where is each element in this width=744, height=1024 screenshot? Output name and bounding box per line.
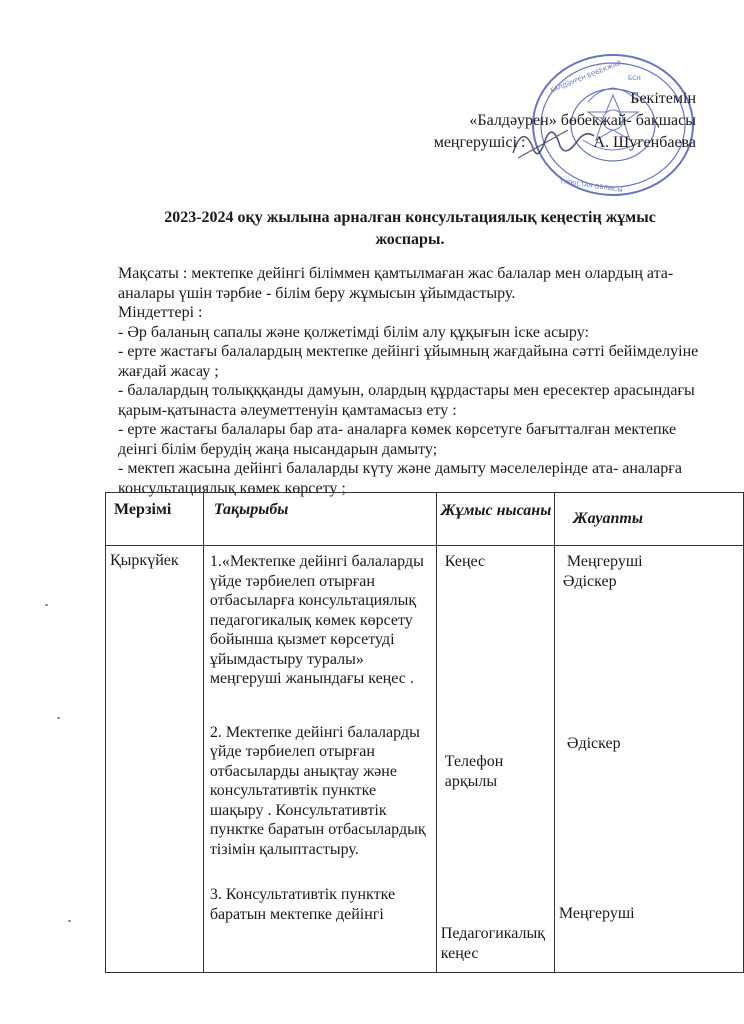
goal-paragraph: Мақсаты : мектепке дейінгі біліммен қамтылмаған жас балалар мен олардың ата- аналары үшін тәрбие - білім беру жұмысын ұйымдастыру. bbox=[118, 265, 674, 302]
table-row bbox=[106, 546, 744, 973]
title-line-1: 2023-2024 оқу жылына арналған консультациялық кеңестің жұмыс bbox=[164, 209, 656, 226]
task-item-4: - ерте жастағы балалары бар ата- аналарға көмек көрсетуге бағытталған мектепке деінгі білім берудің жаңа нысандарын дамыту; bbox=[118, 421, 677, 458]
work-form-1: Кеңес bbox=[444, 553, 486, 570]
document-body bbox=[118, 264, 708, 498]
approval-position: меңгерушісі : bbox=[433, 134, 526, 151]
approval-block bbox=[434, 88, 696, 154]
approval-name: А. Шугенбаева bbox=[593, 134, 696, 151]
table-header-row bbox=[106, 493, 744, 546]
header-work-form: Жұмыс нысаны bbox=[436, 493, 554, 546]
scan-speck bbox=[57, 717, 60, 719]
approval-line-1: Бекітемін bbox=[630, 90, 696, 107]
header-responsible: Жауапты bbox=[554, 493, 743, 546]
cell-work-forms bbox=[436, 546, 554, 973]
topic-item-3: 3. Консультативтік пунктке баратын мектепке дейінгі bbox=[209, 886, 396, 923]
tasks-heading: Міндеттері : bbox=[118, 304, 203, 321]
task-item-1: - Әр баланың сапалы және қолжетімді білім алу құқығын іске асыру: bbox=[118, 323, 589, 341]
responsible-3: Меңгеруші bbox=[558, 905, 635, 922]
responsible-1b: Әдіскер bbox=[562, 573, 617, 590]
svg-text:БСН: БСН bbox=[628, 75, 641, 82]
document-title bbox=[110, 207, 710, 251]
task-item-5: - мектеп жасына дейінгі балаларды күту және дамыту мәселелерінде ата- аналарға консультациялық көмек көрсету ; bbox=[118, 460, 682, 497]
title-line-2: жоспары. bbox=[375, 231, 445, 248]
scan-speck bbox=[68, 920, 71, 922]
topic-item-1: 1.«Мектепке дейінгі балаларды үйде тәрбиелеп отырған отбасыларға консультациялық педагогикалық көмек көрсету бойынша қызмет көрсетуді ұйымдастыру туралы» меңгеруші жанындағы кеңес . bbox=[209, 553, 424, 687]
svg-text:ТҮРКІСТАН ОБЛЫСЫ: ТҮРКІСТАН ОБЛЫСЫ bbox=[559, 178, 623, 194]
cell-responsible bbox=[554, 546, 743, 973]
cell-month: Қыркүйек bbox=[106, 546, 204, 973]
plan-table bbox=[105, 492, 744, 973]
task-item-2: - ерте жастағы балалардың мектепке дейінгі ұйымның жағдайына сәтті бейімделуіне жағдай жасау ; bbox=[118, 343, 699, 380]
cell-topics bbox=[203, 546, 436, 973]
responsible-2: Әдіскер bbox=[566, 735, 621, 752]
header-topic: Тақырыбы bbox=[203, 493, 436, 546]
scan-speck bbox=[45, 604, 48, 606]
responsible-1a: Меңгеруші bbox=[566, 553, 643, 570]
header-deadline: Мерзімі bbox=[106, 493, 204, 546]
work-form-2: Телефон арқылы bbox=[444, 753, 504, 790]
task-item-3: - балалардың толықққанды дамуын, олардың құрдастары мен ересектер арасындағы қарым-қатынаста әлеуметтенуін қамтамасыз ету : bbox=[118, 382, 695, 419]
svg-text:БАЛДӘУРЕН БӨБЕКЖАЙ: БАЛДӘУРЕН БӨБЕКЖАЙ bbox=[549, 59, 623, 95]
topic-item-2: 2. Мектепке дейінгі балаларды үйде тәрбиелеп отырған отбасыларды анықтау және консультативтік пунктке шақыру . Консультативтік пунктке баратын отбасылардық тізімін қалыптастыру. bbox=[209, 723, 426, 858]
work-form-3: Педагогикалық кеңес bbox=[440, 925, 546, 962]
approval-line-2: «Балдәурен» бөбекжай- бақшасы bbox=[469, 112, 696, 129]
approval-line-3 bbox=[434, 132, 696, 154]
